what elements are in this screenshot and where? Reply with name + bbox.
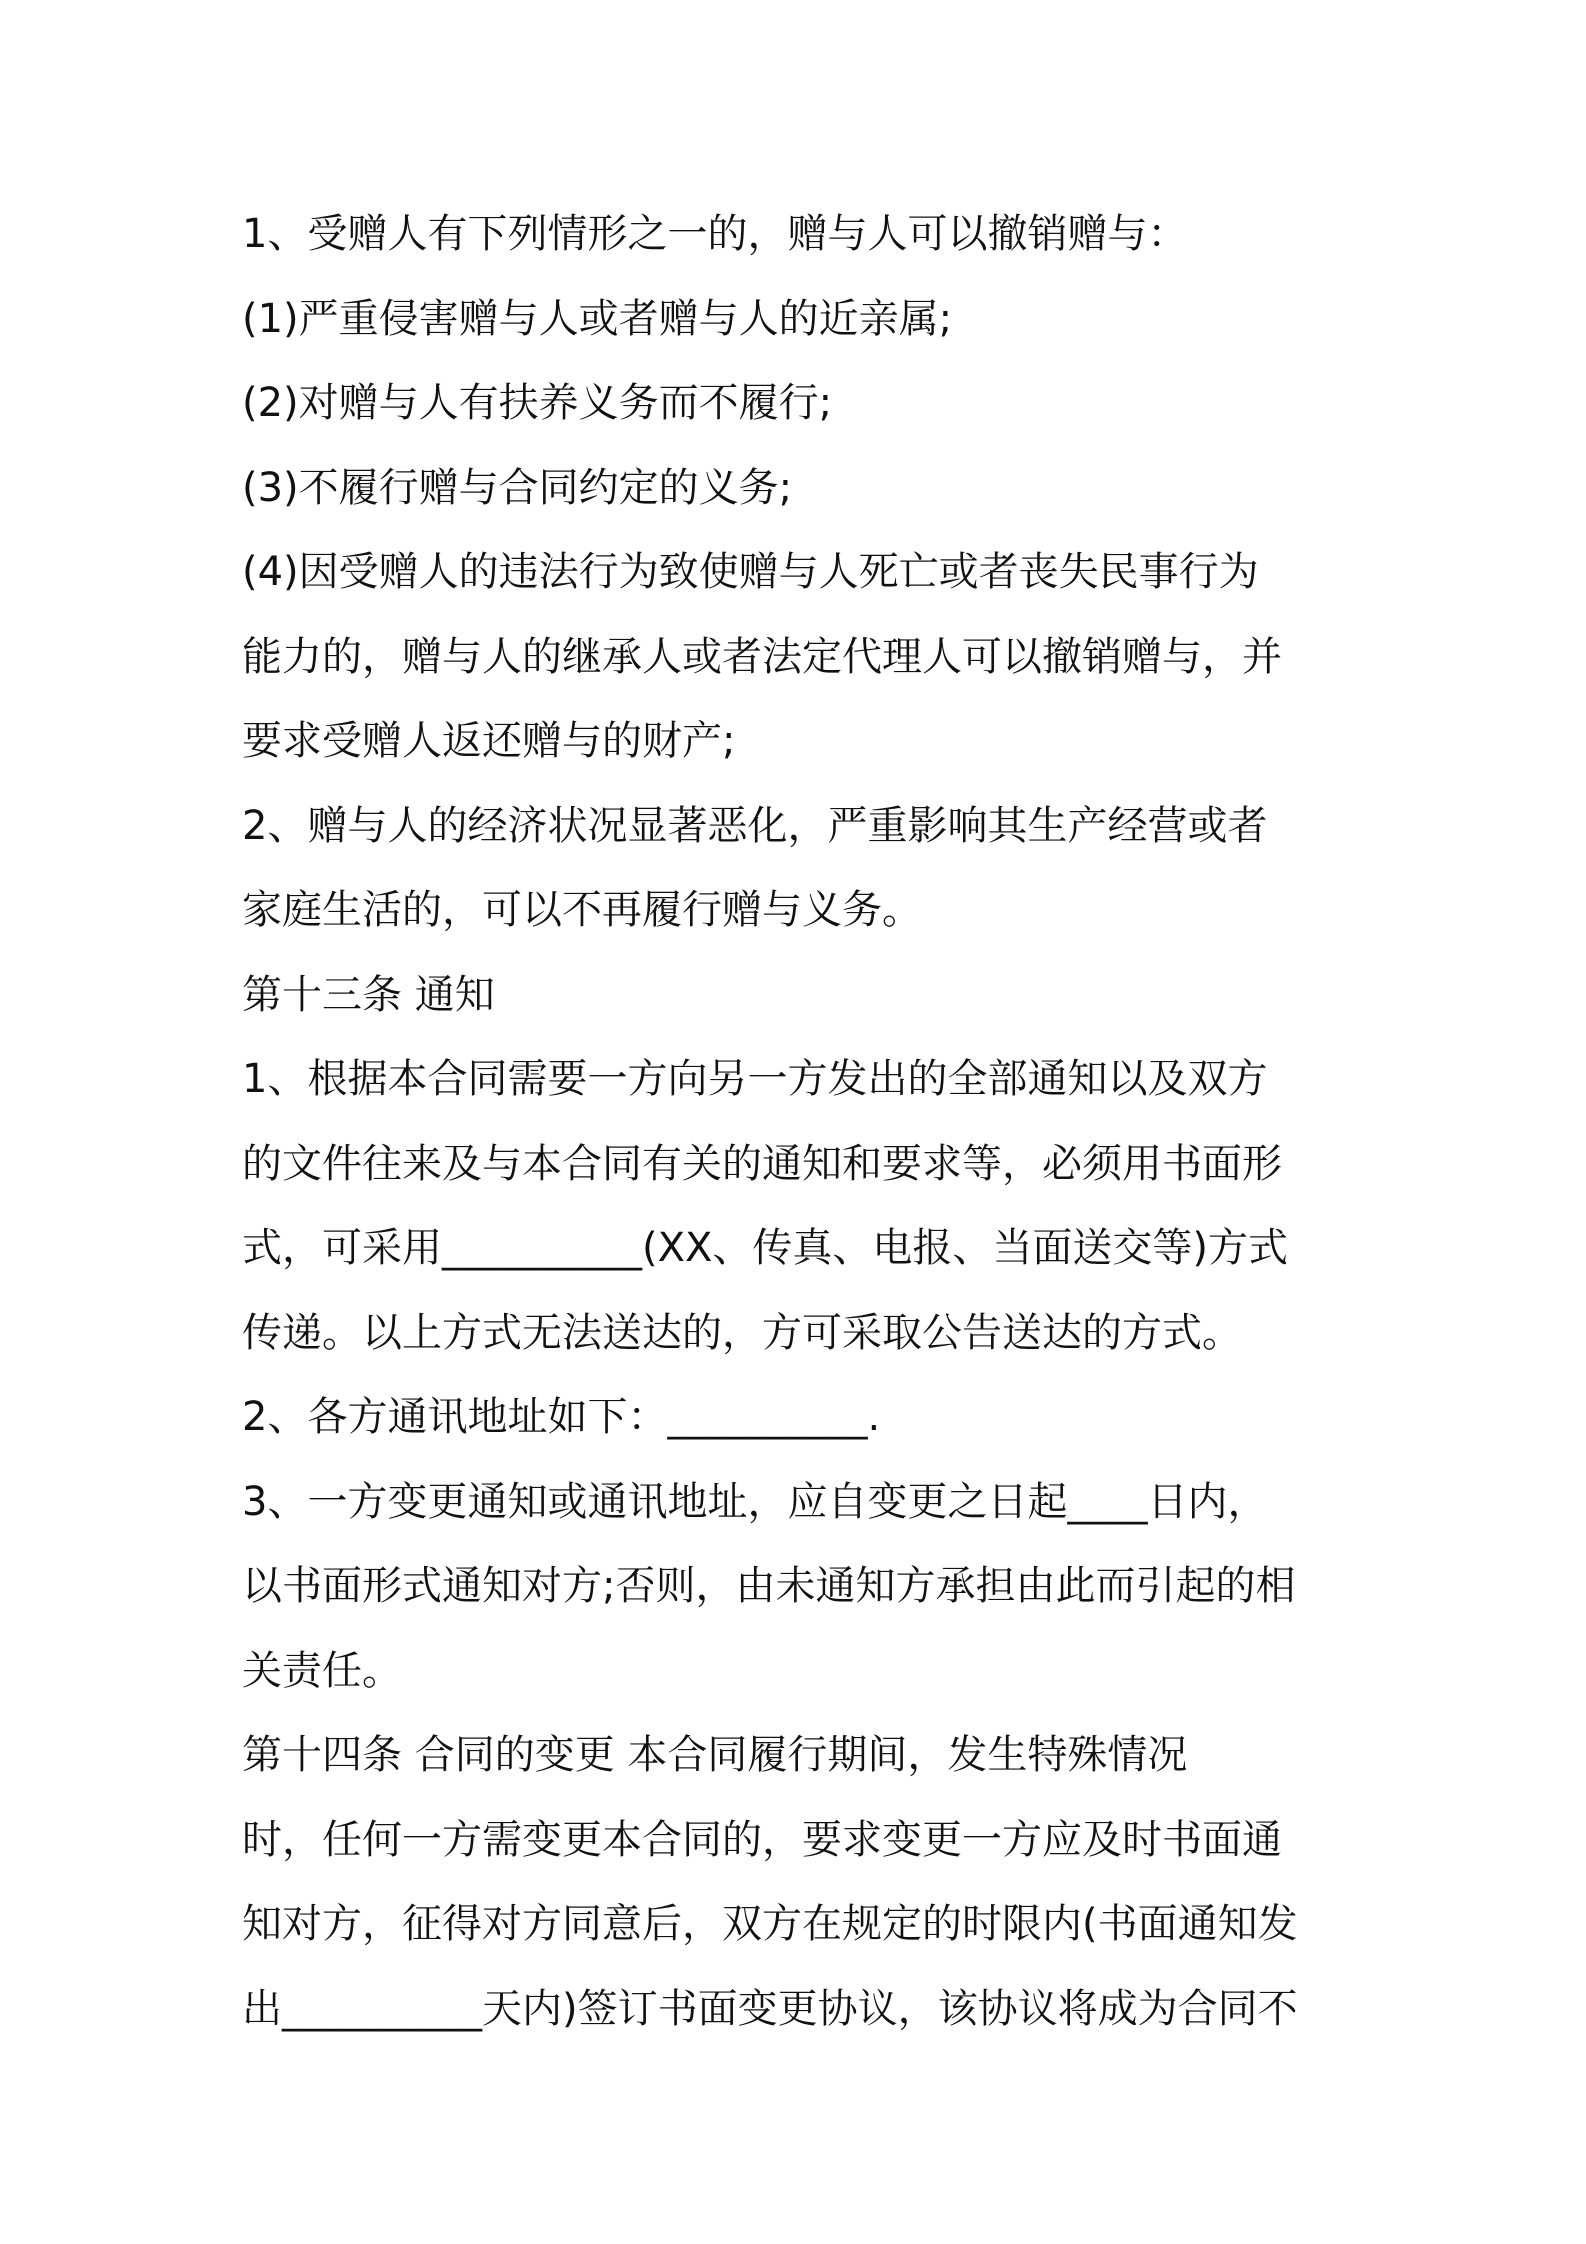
- text-line: 关责任。: [242, 1647, 402, 1694]
- text-line: 时，任何一方需变更本合同的，要求变更一方应及时书面通: [242, 1816, 1282, 1863]
- document-body: [242, 192, 1362, 2051]
- section-heading: 第十三条 通知: [242, 971, 495, 1018]
- section-heading: 第十四条 合同的变更 本合同履行期间，发生特殊情况: [242, 1732, 1188, 1778]
- text-line: 以书面形式通知对方;否则，由未通知方承担由此而引起的相: [242, 1563, 1296, 1609]
- text-line: 知对方，征得对方同意后，双方在规定的时限内(书面通知发: [242, 1901, 1298, 1947]
- text-line: 能力的，赠与人的继承人或者法定代理人可以撤销赠与，并: [242, 633, 1282, 680]
- text-line: (2)对赠与人有扶养义务而不履行;: [242, 380, 833, 426]
- text-line: 2、各方通讯地址如下：__________.: [242, 1394, 881, 1440]
- text-line: 3、一方变更通知或通讯地址，应自变更之日起____日内，: [242, 1478, 1268, 1525]
- text-line: (4)因受赠人的违法行为致使赠与人死亡或者丧失民事行为: [242, 549, 1259, 595]
- text-line: 1、受赠人有下列情形之一的，赠与人可以撤销赠与：: [242, 211, 1188, 257]
- text-line: 式，可采用__________(XX、传真、电报、当面送交等)方式: [242, 1225, 1289, 1271]
- text-line: 家庭生活的，可以不再履行赠与义务。: [242, 887, 922, 933]
- text-line: (3)不履行赠与合同约定的义务;: [242, 464, 793, 511]
- text-line: 传递。以上方式无法送达的，方可采取公告送达的方式。: [242, 1309, 1242, 1356]
- text-line: (1)严重侵害赠与人或者赠与人的近亲属;: [242, 295, 953, 342]
- text-line: 要求受赠人返还赠与的财产;: [242, 718, 736, 764]
- text-line: 2、赠与人的经济状况显著恶化，严重影响其生产经营或者: [242, 802, 1268, 849]
- text-line: 出__________天内)签订书面变更协议，该协议将成为合同不: [242, 1985, 1298, 2032]
- text-line: 的文件往来及与本合同有关的通知和要求等，必须用书面形: [242, 1140, 1282, 1187]
- text-line: 1、根据本合同需要一方向另一方发出的全部通知以及双方: [242, 1056, 1268, 1102]
